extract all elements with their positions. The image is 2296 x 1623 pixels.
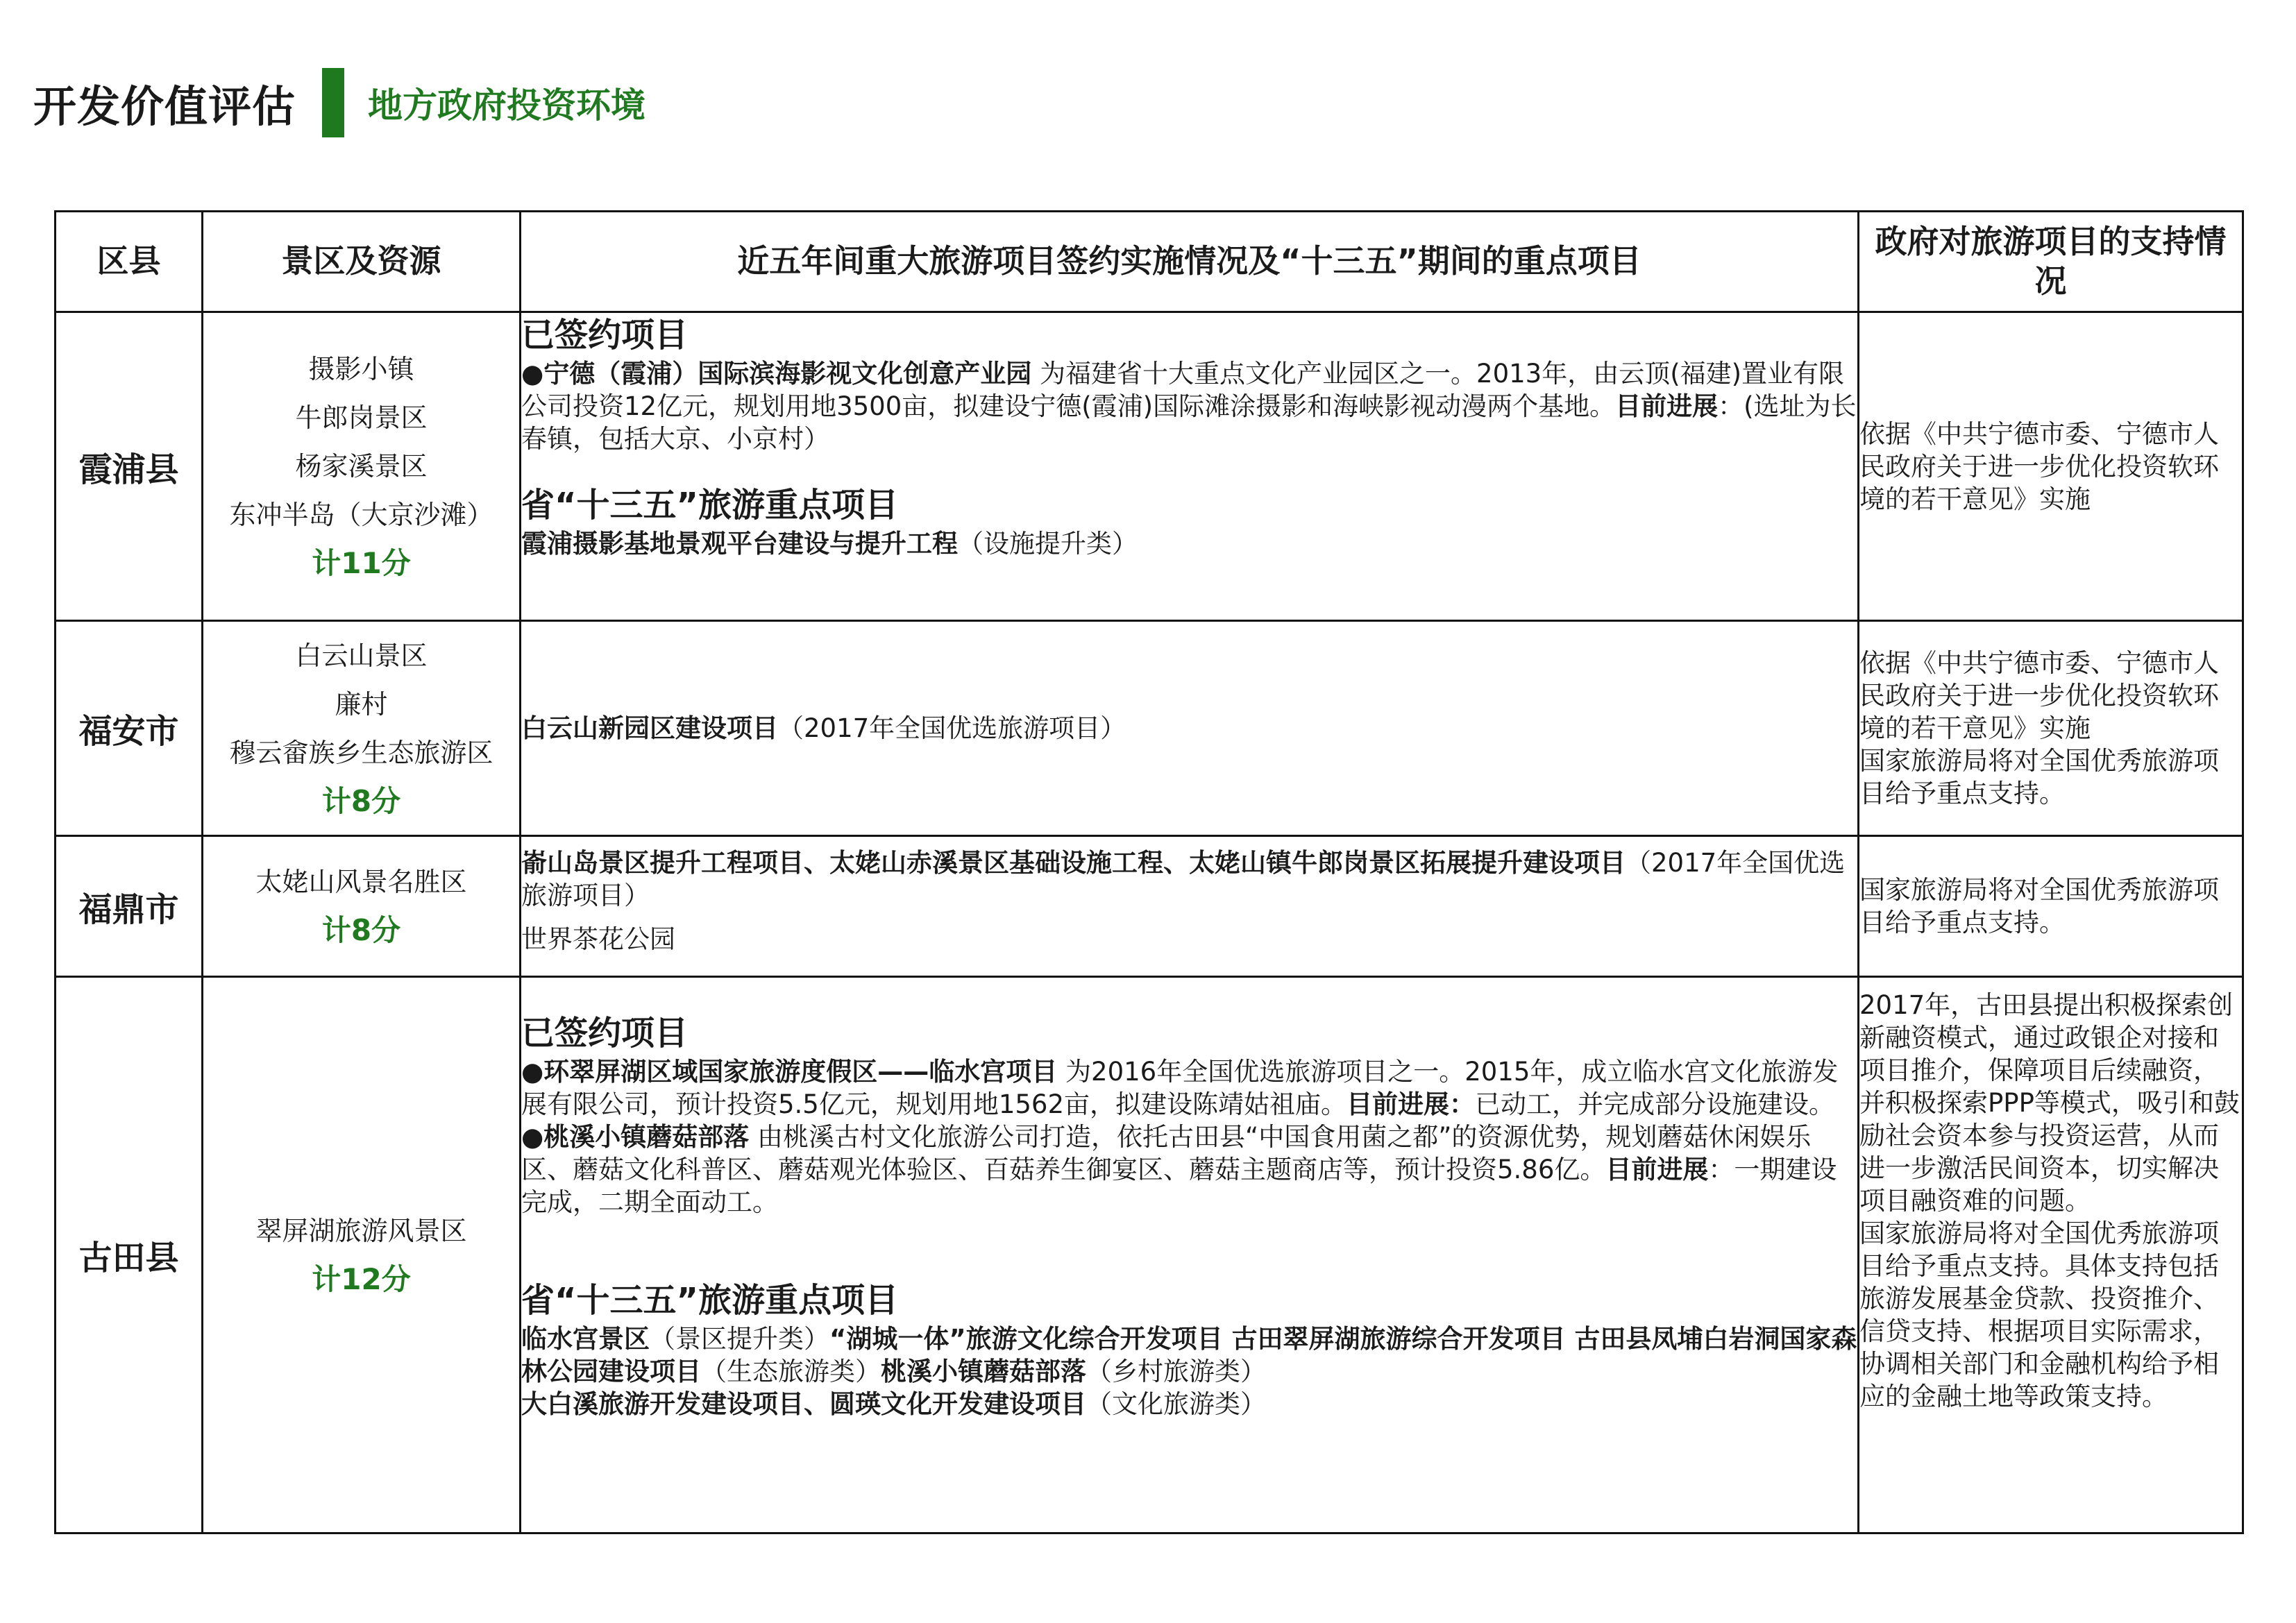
resource-item: 摄影小镇 (308, 354, 414, 384)
project-name: 环翠屏湖区域国家旅游度假区——临水宫项目 (543, 1057, 1058, 1087)
header-county: 区县 (56, 212, 203, 312)
resources-cell (203, 312, 521, 621)
support-cell: 依据《中共宁德市委、宁德市人民政府关于进一步优化投资软环境的若干意见》实施 (1859, 312, 2243, 621)
score-label: 计8分 (321, 913, 401, 947)
table-row (56, 621, 2243, 836)
header-support: 政府对旅游项目的支持情况 (1859, 212, 2243, 312)
table-row (56, 836, 2243, 977)
signed-project: ●环翠屏湖区域国家旅游度假区——临水宫项目 为2016年全国优选旅游项目之一。2015年，成立临水宫文化旅游发展有限公司，预计投资5.5亿元，规划用地1562亩，拟建设陈靖姑祖庙。目前进展：已动工，并完成部分设施建设。 (521, 1057, 1839, 1119)
signed-project: ●桃溪小镇蘑菇部落 由桃溪古村文化旅游公司打造，依托古田县“中国食用菌之都”的资源优势，规划蘑菇休闲娱乐区、蘑菇文化科普区、蘑菇观光体验区、百菇养生御宴区、蘑菇主题商店等，预计投资5.86亿。目前进展：一期建设完成，二期全面动工。 (521, 1122, 1837, 1217)
investment-table (54, 210, 2244, 1534)
header-resources: 景区及资源 (203, 212, 521, 312)
page-subtitle: 地方政府投资环境 (368, 85, 646, 126)
resource-item: 太姥山风景名胜区 (255, 867, 467, 897)
resource-item: 杨家溪景区 (295, 451, 428, 482)
signed-projects-heading: 已签约项目 (521, 1014, 689, 1053)
resource-item: 白云山景区 (295, 640, 428, 671)
county-cell: 福安市 (56, 621, 203, 836)
resources-cell (203, 621, 521, 836)
signed-project: ●宁德（霞浦）国际滨海影视文化创意产业园 为福建省十大重点文化产业园区之一。2013年，由云顶(福建)置业有限公司投资12亿元，规划用地3500亩，拟建设宁德(霞浦)国际滩涂摄影和海峡影视动漫两个基地。目前进展：(选址为长春镇，包括大京、小京村） (521, 359, 1857, 454)
page-title: 开发价值评估 (33, 80, 296, 132)
projects-cell (521, 621, 1859, 836)
project-name: 宁德（霞浦）国际滨海影视文化创意产业园 (543, 359, 1032, 389)
key-projects-heading: 省“十三五”旅游重点项目 (521, 486, 899, 525)
support-cell: 依据《中共宁德市委、宁德市人民政府关于进一步优化投资软环境的若干意见》实施 国家旅游局将对全国优秀旅游项目给予重点支持。 (1859, 621, 2243, 836)
resources-cell (203, 977, 521, 1533)
resource-item: 穆云畲族乡生态旅游区 (229, 737, 493, 768)
key-project: 白云山新园区建设项目（2017年全国优选旅游项目） (521, 713, 1126, 743)
resources-cell (203, 836, 521, 977)
resource-item: 牛郎岗景区 (295, 402, 428, 433)
projects-cell (521, 836, 1859, 977)
title-divider-bar (322, 68, 344, 137)
signed-projects-heading: 已签约项目 (521, 316, 689, 355)
resource-item: 东冲半岛（大京沙滩） (229, 500, 493, 530)
score-label: 计8分 (321, 783, 401, 818)
header-projects: 近五年间重大旅游项目签约实施情况及“十三五”期间的重点项目 (521, 212, 1859, 312)
key-project-list: 临水宫景区（景区提升类）“湖城一体”旅游文化综合开发项目 古田翠屏湖旅游综合开发项目 古田县凤埔白岩洞国家森林公园建设项目（生态旅游类）桃溪小镇蘑菇部落（乡村旅游类） (521, 1324, 1857, 1386)
key-project: 霞浦摄影基地景观平台建设与提升工程（设施提升类） (521, 529, 1138, 559)
county-cell: 霞浦县 (56, 312, 203, 621)
table-row (56, 977, 2243, 1533)
resource-item: 廉村 (335, 688, 388, 720)
county-cell: 古田县 (56, 977, 203, 1533)
score-label: 计11分 (312, 546, 411, 580)
extra-project: 世界茶花公园 (521, 924, 675, 954)
table-header-row (56, 212, 2243, 312)
support-cell: 2017年，古田县提出积极探索创新融资模式，通过政银企对接和项目推介，保障项目后续融资，并积极探索PPP等模式，吸引和鼓励社会资本参与投资运营，从而进一步激活民间资本，切实解决项目融资难的问题。 国家旅游局将对全国优秀旅游项目给予重点支持。具体支持包括旅游发展基金贷款、投资推介、信贷支持、根据项目实际需求，协调相关部门和金融机构给予相应的金融土地等政策支持。 (1859, 977, 2243, 1533)
projects-cell (521, 977, 1859, 1533)
key-projects-heading: 省“十三五”旅游重点项目 (521, 1281, 899, 1320)
key-project-list: 大白溪旅游开发建设项目、圆瑛文化开发建设项目（文化旅游类） (521, 1389, 1266, 1419)
key-project: 嵛山岛景区提升工程项目、太姥山赤溪景区基础设施工程、太姥山镇牛郎岗景区拓展提升建设项目（2017年全国优选旅游项目） (521, 848, 1846, 910)
table-row (56, 312, 2243, 621)
support-cell: 国家旅游局将对全国优秀旅游项目给予重点支持。 (1859, 836, 2243, 977)
score-label: 计12分 (312, 1261, 411, 1296)
county-cell: 福鼎市 (56, 836, 203, 977)
resource-item: 翠屏湖旅游风景区 (255, 1215, 467, 1246)
project-name: 桃溪小镇蘑菇部落 (543, 1122, 750, 1152)
projects-cell (521, 312, 1859, 621)
page-header (33, 68, 645, 137)
